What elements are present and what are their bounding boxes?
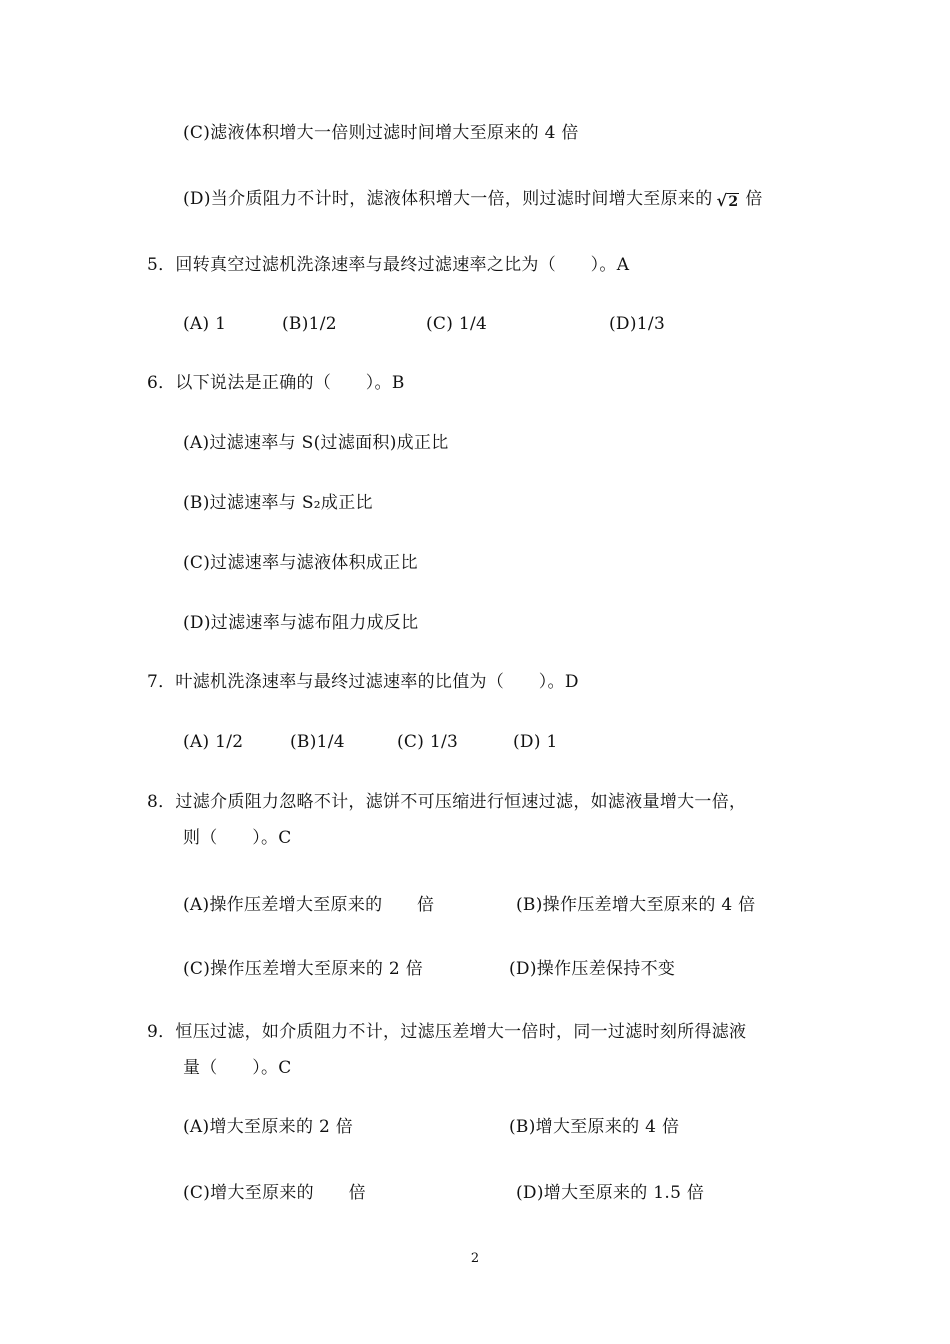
question-5-option-a: (A) 1 (183, 314, 227, 334)
question-6-option-c: (C)过滤速率与滤液体积成正比 (183, 553, 418, 573)
question-8-option-d: (D)操作压差保持不变 (509, 959, 676, 979)
question-6-option-a: (A)过滤速率与 S(过滤面积)成正比 (183, 433, 449, 453)
question-8-option-b: (B)操作压差增大至原来的 4 倍 (516, 895, 756, 915)
question-4-option-c: (C)滤液体积增大一倍则过滤时间增大至原来的 4 倍 (183, 123, 579, 143)
question-7-option-d: (D) 1 (513, 732, 558, 752)
sqrt-radicand: 2 (728, 194, 739, 210)
question-8-option-a: (A)操作压差增大至原来的 倍 (183, 895, 435, 915)
question-6-option-b: (B)过滤速率与 S₂成正比 (183, 493, 373, 513)
question-6-stem: 6．以下说法是正确的（ ）。B (147, 373, 405, 393)
question-7-option-a: (A) 1/2 (183, 732, 244, 752)
question-5-option-c: (C) 1/4 (426, 314, 488, 334)
question-4-option-d (183, 188, 763, 211)
question-7-option-b: (B)1/4 (290, 732, 345, 752)
question-7-option-c: (C) 1/3 (397, 732, 459, 752)
question-5-option-d: (D)1/3 (609, 314, 666, 334)
question-4-option-d-text: (D)当介质阻力不计时，滤液体积增大一倍，则过滤时间增大至原来的 (183, 189, 713, 209)
question-8-option-c: (C)操作压差增大至原来的 2 倍 (183, 959, 423, 979)
sqrt-2-formula: √2 (716, 191, 739, 210)
question-5-stem: 5．回转真空过滤机洗涤速率与最终过滤速率之比为（ ）。A (147, 255, 630, 275)
question-9-option-b: (B)增大至原来的 4 倍 (509, 1117, 680, 1137)
question-8-stem-line-1: 8．过滤介质阻力忽略不计，滤饼不可压缩进行恒速过滤，如滤液量增大一倍， (147, 792, 747, 812)
question-6-option-d: (D)过滤速率与滤布阻力成反比 (183, 613, 419, 633)
question-7-stem: 7．叶滤机洗涤速率与最终过滤速率的比值为（ ）。D (147, 672, 579, 692)
question-9-option-d: (D)增大至原来的 1.5 倍 (516, 1183, 705, 1203)
question-9-stem-line-1: 9．恒压过滤，如介质阻力不计，过滤压差增大一倍时，同一过滤时刻所得滤液 (147, 1022, 747, 1042)
question-9-option-c: (C)增大至原来的 倍 (183, 1183, 366, 1203)
question-9-stem-line-2: 量（ ）。C (183, 1058, 292, 1078)
question-5-option-b: (B)1/2 (282, 314, 337, 334)
question-9-option-a: (A)增大至原来的 2 倍 (183, 1117, 354, 1137)
question-8-stem-line-2: 则（ ）。C (183, 828, 292, 848)
question-4-option-d-suffix: 倍 (745, 189, 763, 209)
page-number: 2 (470, 1251, 480, 1266)
